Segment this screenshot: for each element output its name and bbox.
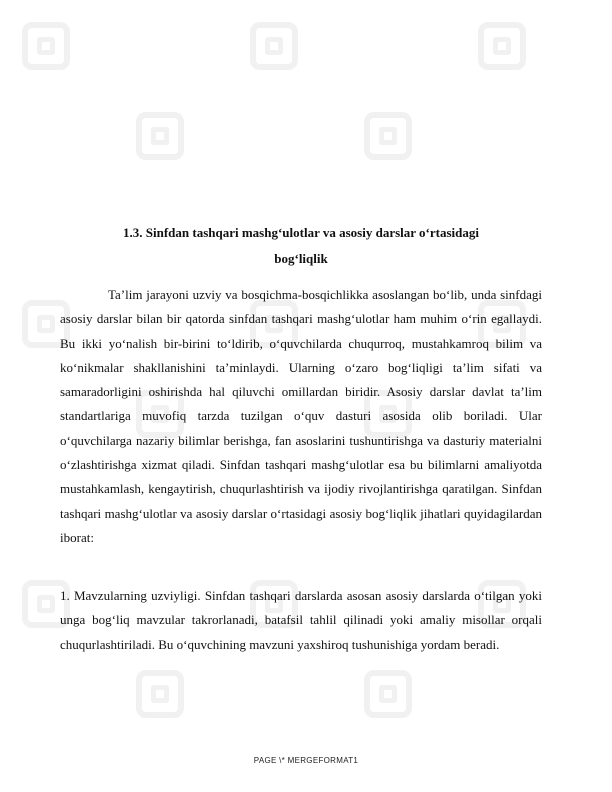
page-footer-field: PAGE \* MERGEFORMAT1 [253, 756, 359, 765]
section-heading-line-2: bog‘liqlik [274, 251, 328, 266]
body-paragraph-2: 1. Mavzularning uzviyligi. Sinfdan tashqari darslarda asosan asosiy darslarda o‘tilgan yoki unga bog‘liq mavzular takrorlanadi, batafsil tahlil qilinadi yoki amaliy misollar orqali chuqurlashtiriladi. Bu o‘quvchining mavzuni yaxshiroq tushunishiga yordam beradi. [60, 588, 542, 652]
watermark-logo-icon [136, 670, 184, 718]
watermark-logo-icon [478, 22, 526, 70]
watermark-logo-icon [250, 22, 298, 70]
section-heading-line-1: 1.3. Sinfdan tashqari mashg‘ulotlar va asosiy darslar o‘rtasidagi [123, 225, 479, 240]
watermark-logo-icon [22, 22, 70, 70]
watermark-logo-icon [364, 670, 412, 718]
watermark-logo-icon [136, 112, 184, 160]
body-paragraph-1: Ta’lim jarayoni uzviy va bosqichma-bosqichlikka asoslangan bo‘lib, unda sinfdagi asosiy darslar bilan bir qatorda sinfdan tashqari mashg‘ulotlar ham muhim o‘rin egallaydi. Bu ikki yo‘nalish bir-birini to‘ldirib, o‘quvchilarda chuqurroq, mustahkamroq bilim va ko‘nikmalar shakllanishini ta’minlaydi. Ularning o‘zaro bog‘liqligi ta’lim sifati va samaradorligini oshirishda hal qiluvchi omillardan biridir. Asosiy darslar davlat ta’lim standartlariga muvofiq tarzda tuzilgan o‘quv dasturi asosida olib boriladi. Ular o‘quvchilarga nazariy bilimlar berishga, fan asoslarini tushuntirishga va dasturiy materialni o‘zlashtirishga xizmat qiladi. Sinfdan tashqari mashg‘ulotlar esa bu bilimlarni amaliyotda mustahkamlash, kengaytirish, chuqurlashtirish va ijodiy rivojlantirishga qaratilgan. Sinfdan tashqari mashg‘ulotlar va asosiy darslar o‘rtasidagi asosiy bog‘liqlik jihatlari quyidagilardan iborat: [60, 287, 542, 545]
watermark-logo-icon [364, 112, 412, 160]
section-heading [60, 220, 542, 272]
